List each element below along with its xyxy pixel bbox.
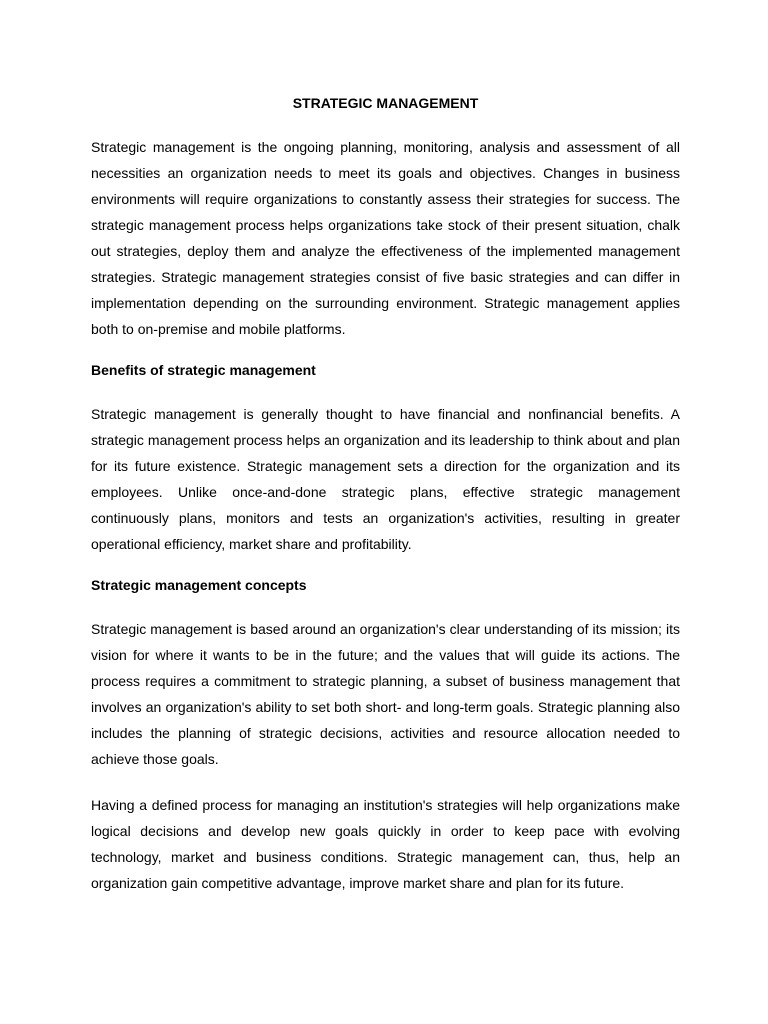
- benefits-paragraph: Strategic management is generally thought to have financial and nonfinancial benefits. A strategic management process helps an organization and its leadership to think about and plan for its future existence. Strategic management sets a direction for the organization and its employees. Unlike once-and-done strategic plans, effective strategic management continuously plans, monitors and tests an organization's activities, resulting in greater operational efficiency, market share and profitability.: [91, 406, 680, 552]
- document-title: STRATEGIC MANAGEMENT: [292, 95, 479, 111]
- section-heading-benefits: Benefits of strategic management: [91, 362, 316, 378]
- concepts-paragraph-1: Strategic management is based around an organization's clear understanding of its mission; its vision for where it wants to be in the future; and the values that will guide its actions. The process requires a commitment to strategic planning, a subset of business management that involves an organization's ability to set both short- and long-term goals. Strategic planning also includes the planning of strategic decisions, activities and resource allocation needed to achieve those goals.: [91, 621, 680, 767]
- intro-paragraph: Strategic management is the ongoing planning, monitoring, analysis and assessment of all necessities an organization needs to meet its goals and objectives. Changes in business environments will require organizations to constantly assess their strategies for success. The strategic management process helps organizations take stock of their present situation, chalk out strategies, deploy them and analyze the effectiveness of the implemented management strategies. Strategic management strategies consist of five basic strategies and can differ in implementation depending on the surrounding environment. Strategic management applies both to on-premise and mobile platforms.: [91, 139, 680, 337]
- section-heading-concepts: Strategic management concepts: [91, 577, 307, 593]
- document-page: [91, 92, 680, 896]
- concepts-paragraph-2: Having a defined process for managing an institution's strategies will help organizations make logical decisions and develop new goals quickly in order to keep pace with evolving technology, market and business conditions. Strategic management can, thus, help an organization gain competitive advantage, improve market share and plan for its future.: [91, 797, 680, 891]
